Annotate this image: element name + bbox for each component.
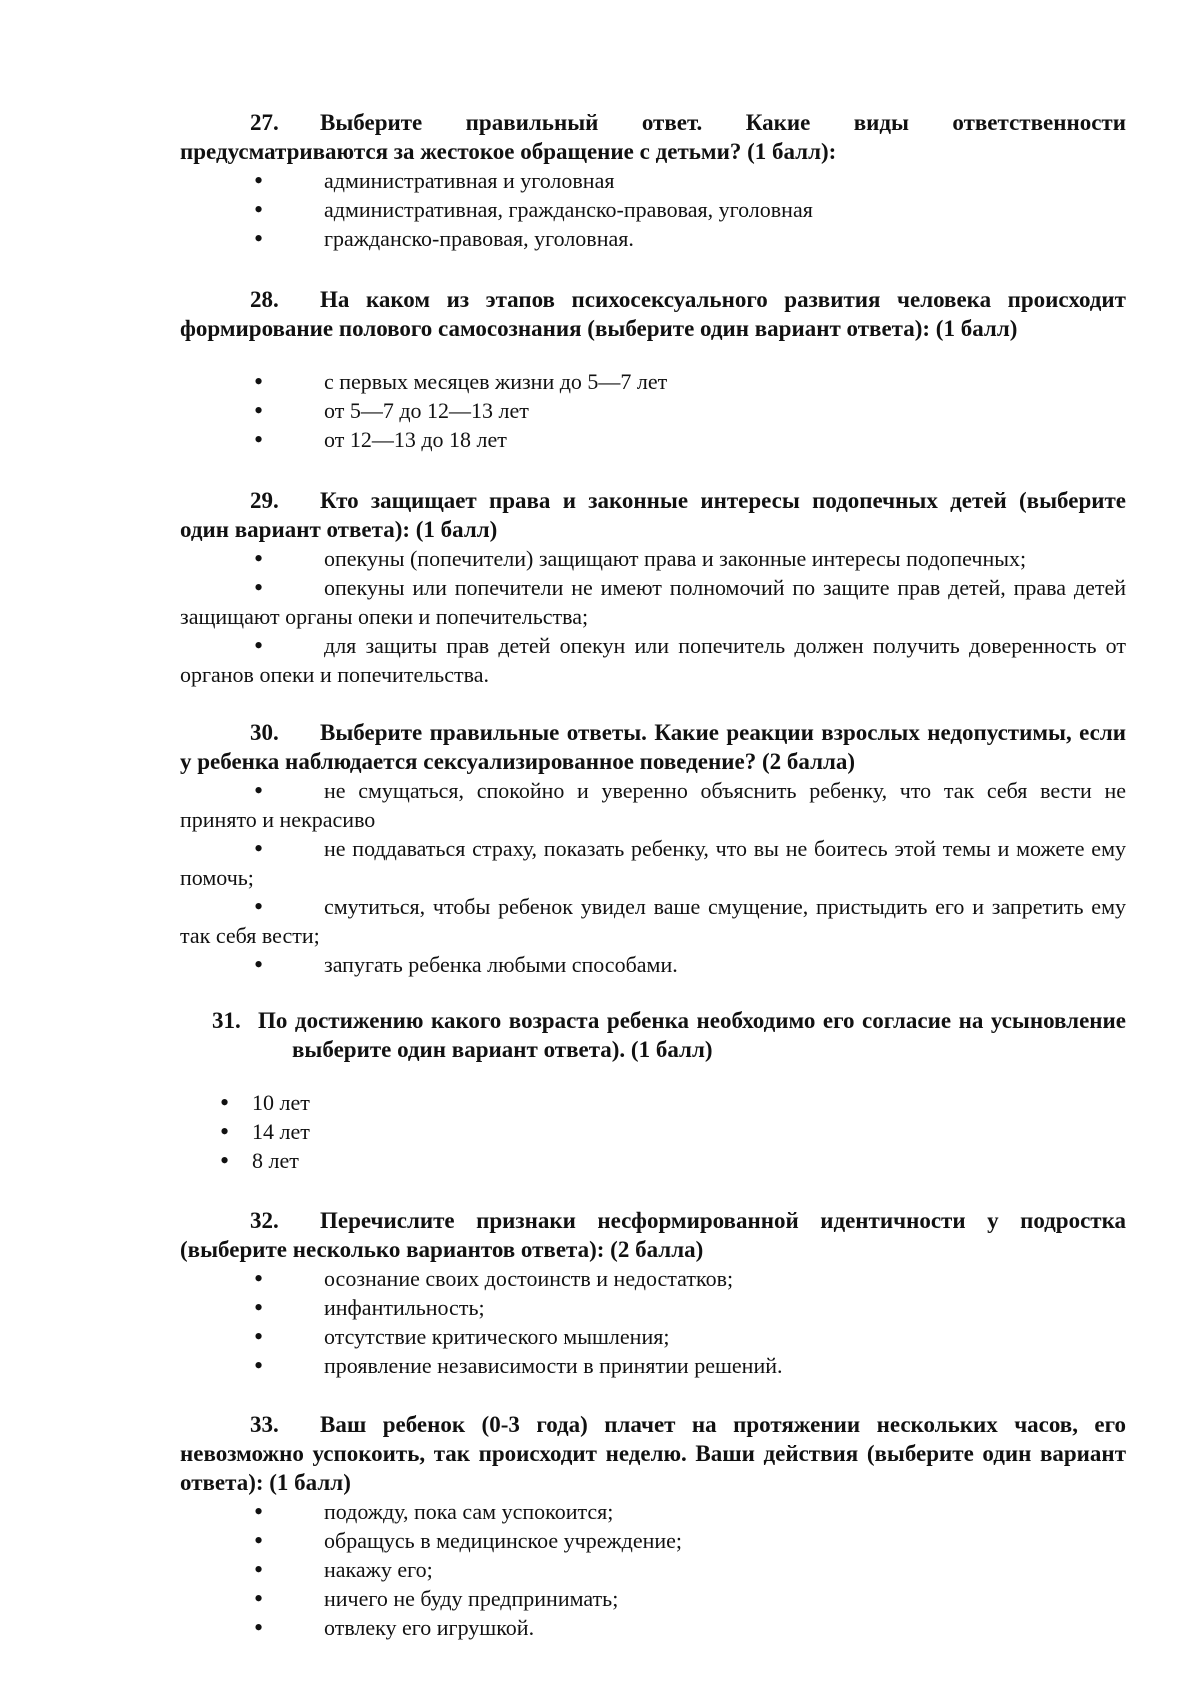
bullet-icon — [254, 1497, 263, 1527]
bullet-icon — [254, 1264, 263, 1294]
option-text: осознание своих достоинств и недостатков; — [324, 1266, 734, 1291]
option-item — [180, 1088, 1126, 1117]
option-text: административная, гражданско-правовая, уголовная — [324, 197, 813, 222]
question-number: 30. — [250, 720, 279, 745]
bullet-icon — [254, 892, 263, 922]
question-heading: 31. По достижению какого возраста ребенка необходимо его согласие на усыновление выберите один вариант ответа). (1 балл) — [212, 1008, 1126, 1062]
option-item — [180, 892, 1126, 950]
option-item — [180, 224, 1126, 253]
option-text: не поддаваться страху, показать ребенку, что вы не боитесь этой темы и можете ему помочь; — [180, 836, 1126, 890]
option-text: подожду, пока сам успокоится; — [324, 1499, 614, 1524]
options-list — [180, 166, 1126, 253]
option-text: 14 лет — [252, 1119, 310, 1144]
question-number: 28. — [250, 287, 279, 312]
bullet-icon — [254, 166, 263, 196]
option-text: отвлеку его игрушкой. — [324, 1615, 535, 1640]
question-31 — [180, 1006, 1126, 1175]
option-text: административная и уголовная — [324, 168, 615, 193]
option-item — [180, 776, 1126, 834]
question-number: 32. — [250, 1208, 279, 1233]
option-text: инфантильность; — [324, 1295, 485, 1320]
option-item — [180, 166, 1126, 195]
bullet-icon — [254, 396, 263, 426]
options-list — [180, 776, 1126, 979]
option-text: опекуны или попечители не имеют полномочий по защите прав детей, права детей защищают органы опеки и попечительства; — [180, 575, 1126, 629]
bullet-icon — [254, 1584, 263, 1614]
option-item — [180, 195, 1126, 224]
option-text: гражданско-правовая, уголовная. — [324, 226, 634, 251]
option-item — [180, 396, 1126, 425]
option-item — [180, 1322, 1126, 1351]
option-item — [180, 834, 1126, 892]
option-item — [180, 1351, 1126, 1380]
bullet-icon — [220, 1146, 229, 1176]
bullet-icon — [254, 1293, 263, 1323]
question-heading — [180, 718, 1126, 776]
question-text: Выберите правильные ответы. Какие реакции взрослых недопустимы, если у ребенка наблюдается сексуализированное поведение? (2 балла) — [180, 720, 1126, 774]
question-text: На каком из этапов психосексуального развития человека происходит формирование полового самосознания (выберите один вариант ответа): (1 балл) — [180, 287, 1126, 341]
bullet-icon — [254, 1322, 263, 1352]
question-number: 29. — [250, 488, 279, 513]
option-item — [180, 1526, 1126, 1555]
option-text: проявление независимости в принятии решений. — [324, 1353, 783, 1378]
question-text: Выберите правильный ответ. Какие виды ответственности предусматриваются за жестокое обращение с детьми? (1 балл): — [180, 110, 1126, 164]
option-text: обращусь в медицинское учреждение; — [324, 1528, 683, 1553]
option-text: накажу его; — [324, 1557, 433, 1582]
option-text: от 5—7 до 12—13 лет — [324, 398, 529, 423]
option-item — [180, 425, 1126, 454]
question-number: 27. — [250, 110, 279, 135]
bullet-icon — [254, 1555, 263, 1585]
question-heading — [180, 486, 1126, 544]
question-text: Кто защищает права и законные интересы подопечных детей (выберите один вариант ответа): (1 балл) — [180, 488, 1126, 542]
option-text: 8 лет — [252, 1148, 299, 1173]
option-text: 10 лет — [252, 1090, 310, 1115]
question-number: 33. — [250, 1412, 279, 1437]
bullet-icon — [254, 195, 263, 225]
option-text: не смущаться, спокойно и уверенно объяснить ребенку, что так себя вести не принято и некрасиво — [180, 778, 1126, 832]
option-text: запугать ребенка любыми способами. — [324, 952, 678, 977]
option-item — [180, 544, 1126, 573]
options-list — [180, 367, 1126, 454]
question-heading — [180, 1206, 1126, 1264]
option-item — [180, 1497, 1126, 1526]
question-text: Ваш ребенок (0-3 года) плачет на протяжении нескольких часов, его невозможно успокоить, так происходит неделю. Ваши действия (выберите один вариант ответа): (1 балл) — [180, 1412, 1126, 1495]
bullet-icon — [254, 224, 263, 254]
option-item — [180, 950, 1126, 979]
option-text: с первых месяцев жизни до 5—7 лет — [324, 369, 668, 394]
question-30 — [180, 718, 1126, 979]
question-27 — [180, 108, 1126, 253]
option-text: отсутствие критического мышления; — [324, 1324, 670, 1349]
bullet-icon — [220, 1117, 229, 1147]
option-item — [180, 1613, 1126, 1642]
option-text: опекуны (попечители) защищают права и законные интересы подопечных; — [324, 546, 1027, 571]
question-heading — [180, 285, 1126, 343]
bullet-icon — [254, 631, 263, 661]
bullet-icon — [254, 1351, 263, 1381]
option-item — [180, 1264, 1126, 1293]
question-text: Перечислите признаки несформированной идентичности у подростка (выберите несколько вариантов ответа): (2 балла) — [180, 1208, 1126, 1262]
question-32 — [180, 1206, 1126, 1380]
option-item — [180, 573, 1126, 631]
option-text: ничего не буду предпринимать; — [324, 1586, 619, 1611]
bullet-icon — [254, 544, 263, 574]
option-text: от 12—13 до 18 лет — [324, 427, 507, 452]
question-text: По достижению какого возраста ребенка необходимо его согласие на усыновление выберите один вариант ответа). (1 балл) — [258, 1008, 1126, 1062]
question-heading — [180, 1410, 1126, 1497]
options-list — [180, 1497, 1126, 1642]
option-item — [180, 1117, 1126, 1146]
option-text: смутиться, чтобы ребенок увидел ваше смущение, пристыдить его и запретить ему так себя вести; — [180, 894, 1126, 948]
bullet-icon — [254, 367, 263, 397]
option-text: для защиты прав детей опекун или попечитель должен получить доверенность от органов опеки и попечительства. — [180, 633, 1126, 687]
option-item — [180, 1584, 1126, 1613]
bullet-icon — [254, 776, 263, 806]
question-29 — [180, 486, 1126, 689]
bullet-icon — [254, 1613, 263, 1643]
question-28 — [180, 285, 1126, 454]
bullet-icon — [254, 425, 263, 455]
question-33 — [180, 1410, 1126, 1642]
bullet-icon — [220, 1088, 229, 1118]
bullet-icon — [254, 834, 263, 864]
options-list — [180, 1264, 1126, 1380]
question-heading — [180, 108, 1126, 166]
option-item — [180, 1293, 1126, 1322]
option-item — [180, 1555, 1126, 1584]
bullet-icon — [254, 950, 263, 980]
bullet-icon — [254, 1526, 263, 1556]
options-list — [180, 1088, 1126, 1175]
option-item — [180, 1146, 1126, 1175]
option-item — [180, 631, 1126, 689]
options-list — [180, 544, 1126, 689]
option-item — [180, 367, 1126, 396]
bullet-icon — [254, 573, 263, 603]
